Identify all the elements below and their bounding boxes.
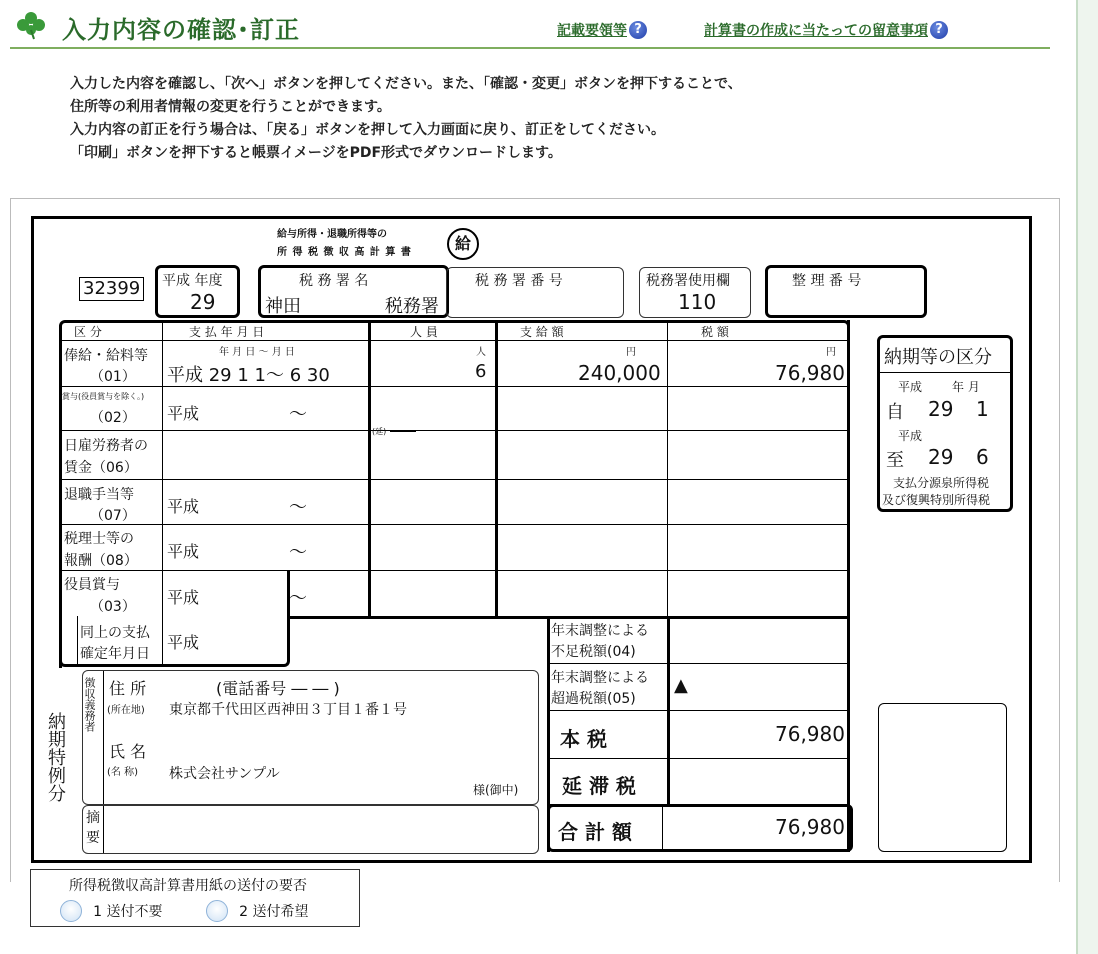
grid-line bbox=[390, 431, 416, 432]
main-tax-label: 本 税 bbox=[560, 727, 607, 751]
grid-line bbox=[847, 320, 850, 852]
period-from-year: 29 bbox=[928, 397, 954, 421]
row-code: （01） bbox=[90, 369, 136, 385]
row-code: （03） bbox=[90, 599, 136, 615]
row-code: 賃金（06） bbox=[64, 460, 138, 476]
excess-label: 超過税額(05) bbox=[551, 691, 636, 707]
grid-line bbox=[495, 320, 498, 618]
sending-option-2[interactable] bbox=[206, 900, 308, 922]
office-use-value: 110 bbox=[678, 290, 717, 314]
col-tax: 税 額 bbox=[701, 325, 729, 339]
excess-mark: ▲ bbox=[674, 675, 688, 696]
row-label: 賞与(役員賞与を除く。) bbox=[62, 392, 145, 401]
row-tilde: ～ bbox=[289, 588, 307, 609]
total-box bbox=[547, 804, 853, 852]
period-note: 及び復興特別所得税 bbox=[882, 493, 991, 507]
phone-label: (電話番号 ― ― ) bbox=[216, 679, 340, 698]
name-value: 株式会社サンプル bbox=[169, 766, 280, 782]
row-date: 平成 29 1 1～ 6 30 bbox=[167, 365, 330, 386]
year-box bbox=[155, 265, 240, 318]
grid-line bbox=[103, 671, 104, 804]
row-tilde: ～ bbox=[289, 404, 307, 425]
grid-line bbox=[368, 320, 371, 618]
guide-link[interactable] bbox=[557, 20, 647, 40]
radio-required[interactable] bbox=[206, 900, 228, 922]
tax-form-sheet bbox=[31, 216, 1032, 863]
address-value: 東京都千代田区西神田３丁目１番１号 bbox=[169, 702, 407, 718]
row-date: 平成 bbox=[167, 404, 200, 423]
notes-link[interactable] bbox=[704, 20, 948, 40]
form-title-line2: 所 得 税 徴 収 高 計 算 書 bbox=[277, 247, 412, 258]
grid-line bbox=[103, 806, 104, 853]
grid-line bbox=[547, 710, 850, 711]
sending-box bbox=[30, 869, 360, 927]
total-label: 合 計 額 bbox=[558, 820, 632, 844]
grid-line bbox=[667, 320, 668, 616]
summary-label: 摘要 bbox=[86, 810, 100, 846]
row-label: 役員賞与 bbox=[64, 577, 120, 593]
period-era: 平成 bbox=[898, 429, 923, 443]
unit-date: 年 月 日 ～ 月 日 bbox=[219, 347, 295, 358]
agent-box bbox=[82, 670, 539, 805]
period-to-label: 至 bbox=[886, 450, 904, 471]
instructions bbox=[70, 73, 742, 165]
grid-line bbox=[59, 524, 850, 525]
office-number-label: 税 務 署 番 号 bbox=[475, 273, 563, 289]
header-rule bbox=[10, 47, 1050, 49]
row-label: 日雇労務者の bbox=[64, 438, 148, 454]
help-icon[interactable]: ? bbox=[930, 21, 948, 39]
office-use-label: 税務署使用欄 bbox=[646, 273, 730, 289]
instruction-line: 入力内容の訂正を行う場合は、「戻る」ボタンを押して入力画面に戻り、訂正をしてください。 bbox=[70, 122, 665, 138]
row-tax: 76,980 bbox=[775, 361, 845, 385]
guide-link-label[interactable]: 記載要領等 bbox=[557, 23, 627, 39]
shortage-label: 年末調整による bbox=[551, 623, 649, 639]
grid-line bbox=[547, 758, 850, 759]
grid-line bbox=[547, 663, 850, 664]
address-sub: (所在地) bbox=[107, 705, 145, 716]
agent-label: 徴収義務者 bbox=[83, 677, 96, 732]
option-label[interactable]: 2 送付希望 bbox=[239, 904, 309, 920]
name-sub: (名 称) bbox=[107, 767, 138, 778]
page-title: 入力内容の確認･訂正 bbox=[62, 16, 300, 44]
sending-option-1[interactable] bbox=[60, 900, 162, 922]
period-to-year: 29 bbox=[928, 445, 954, 469]
row-amount: 240,000 bbox=[578, 361, 661, 385]
excess-label: 年末調整による bbox=[551, 670, 649, 686]
grid-line bbox=[880, 372, 1010, 373]
period-note: 支払分源泉所得税 bbox=[893, 476, 990, 490]
clover-icon bbox=[14, 10, 48, 40]
form-title-line1: 給与所得・退職所得等の bbox=[277, 229, 387, 240]
row-date: 平成 bbox=[167, 588, 200, 607]
grid-line bbox=[287, 616, 850, 619]
row-code: （07） bbox=[90, 508, 136, 524]
shortage-label: 不足税額(04) bbox=[551, 644, 636, 660]
year-label: 平成 年度 bbox=[162, 273, 223, 289]
office-number-box bbox=[446, 267, 624, 318]
instruction-line: 「印刷」ボタンを押下すると帳票イメージをPDF形式でダウンロードします。 bbox=[70, 145, 562, 161]
unit-person: 人 bbox=[476, 347, 486, 358]
main-tax-value: 76,980 bbox=[775, 722, 845, 746]
radio-not-required[interactable] bbox=[60, 900, 82, 922]
row-tilde: ～ bbox=[289, 542, 307, 563]
office-suffix: 税務署 bbox=[385, 296, 439, 317]
confirm-label: 同上の支払 bbox=[80, 625, 150, 641]
period-from-month: 1 bbox=[976, 397, 989, 421]
page-right-strip bbox=[1078, 0, 1098, 954]
form-code: 32399 bbox=[79, 277, 144, 301]
grid-line bbox=[59, 479, 850, 480]
ref-number-box bbox=[765, 265, 927, 318]
instruction-line: 住所等の利用者情報の変更を行うことができます。 bbox=[70, 99, 391, 115]
row-persons: 6 bbox=[475, 361, 487, 382]
period-box bbox=[877, 335, 1013, 512]
year-value: 29 bbox=[190, 290, 216, 314]
col-amount: 支 給 額 bbox=[520, 325, 564, 339]
row-code: 報酬（08） bbox=[64, 553, 138, 569]
row-label: 退職手当等 bbox=[64, 487, 134, 503]
row-tilde: ～ bbox=[289, 497, 307, 518]
period-ym-label: 年 月 bbox=[952, 380, 980, 394]
row-date: 平成 bbox=[167, 542, 200, 561]
special-label: 納期特例分 bbox=[45, 712, 66, 802]
name-label: 氏 名 bbox=[109, 742, 147, 761]
delinquency-label: 延 滞 税 bbox=[562, 774, 636, 798]
address-label: 住 所 bbox=[109, 679, 147, 698]
notes-link-label[interactable]: 計算書の作成に当たっての留意事項 bbox=[704, 23, 928, 39]
confirm-value: 平成 bbox=[167, 633, 200, 652]
office-name-box bbox=[258, 265, 449, 318]
unit-yen: 円 bbox=[626, 347, 636, 358]
grid-line bbox=[77, 616, 78, 666]
row-code: （02） bbox=[90, 410, 136, 426]
col-pay-date: 支 払 年 月 日 bbox=[189, 325, 265, 339]
stamp-box bbox=[878, 703, 1007, 852]
period-from-label: 自 bbox=[886, 402, 904, 423]
office-name-label: 税 務 署 名 bbox=[299, 273, 369, 289]
row-date: 平成 bbox=[167, 497, 200, 516]
summary-box bbox=[82, 805, 539, 854]
persons-note: (延) bbox=[372, 427, 387, 436]
form-badge: 給 bbox=[447, 228, 479, 260]
col-persons: 人 員 bbox=[410, 325, 438, 339]
period-title: 納期等の区分 bbox=[884, 347, 992, 368]
period-to-month: 6 bbox=[976, 445, 989, 469]
sending-title: 所得税徴収高計算書用紙の送付の要否 bbox=[69, 878, 307, 894]
col-category: 区 分 bbox=[74, 325, 102, 339]
grid-line bbox=[59, 430, 850, 431]
help-icon[interactable]: ? bbox=[629, 21, 647, 39]
confirm-label: 確定年月日 bbox=[80, 646, 150, 662]
office-use-box bbox=[639, 267, 751, 318]
grid-line bbox=[59, 340, 850, 341]
option-label[interactable]: 1 送付不要 bbox=[93, 904, 163, 920]
row-label: 俸給・給料等 bbox=[64, 348, 148, 364]
total-value: 76,980 bbox=[775, 815, 845, 839]
instruction-line: 入力した内容を確認し、「次へ」ボタンを押してください。また、「確認・変更」ボタンを押下することで、 bbox=[70, 76, 742, 92]
ref-number-label: 整 理 番 号 bbox=[792, 273, 862, 289]
honorific: 様(御中) bbox=[473, 783, 519, 797]
row-label: 税理士等の bbox=[64, 531, 134, 547]
office-name-value: 神田 bbox=[265, 296, 301, 317]
grid-line bbox=[662, 807, 663, 849]
period-era: 平成 bbox=[898, 380, 923, 394]
unit-yen: 円 bbox=[826, 347, 836, 358]
